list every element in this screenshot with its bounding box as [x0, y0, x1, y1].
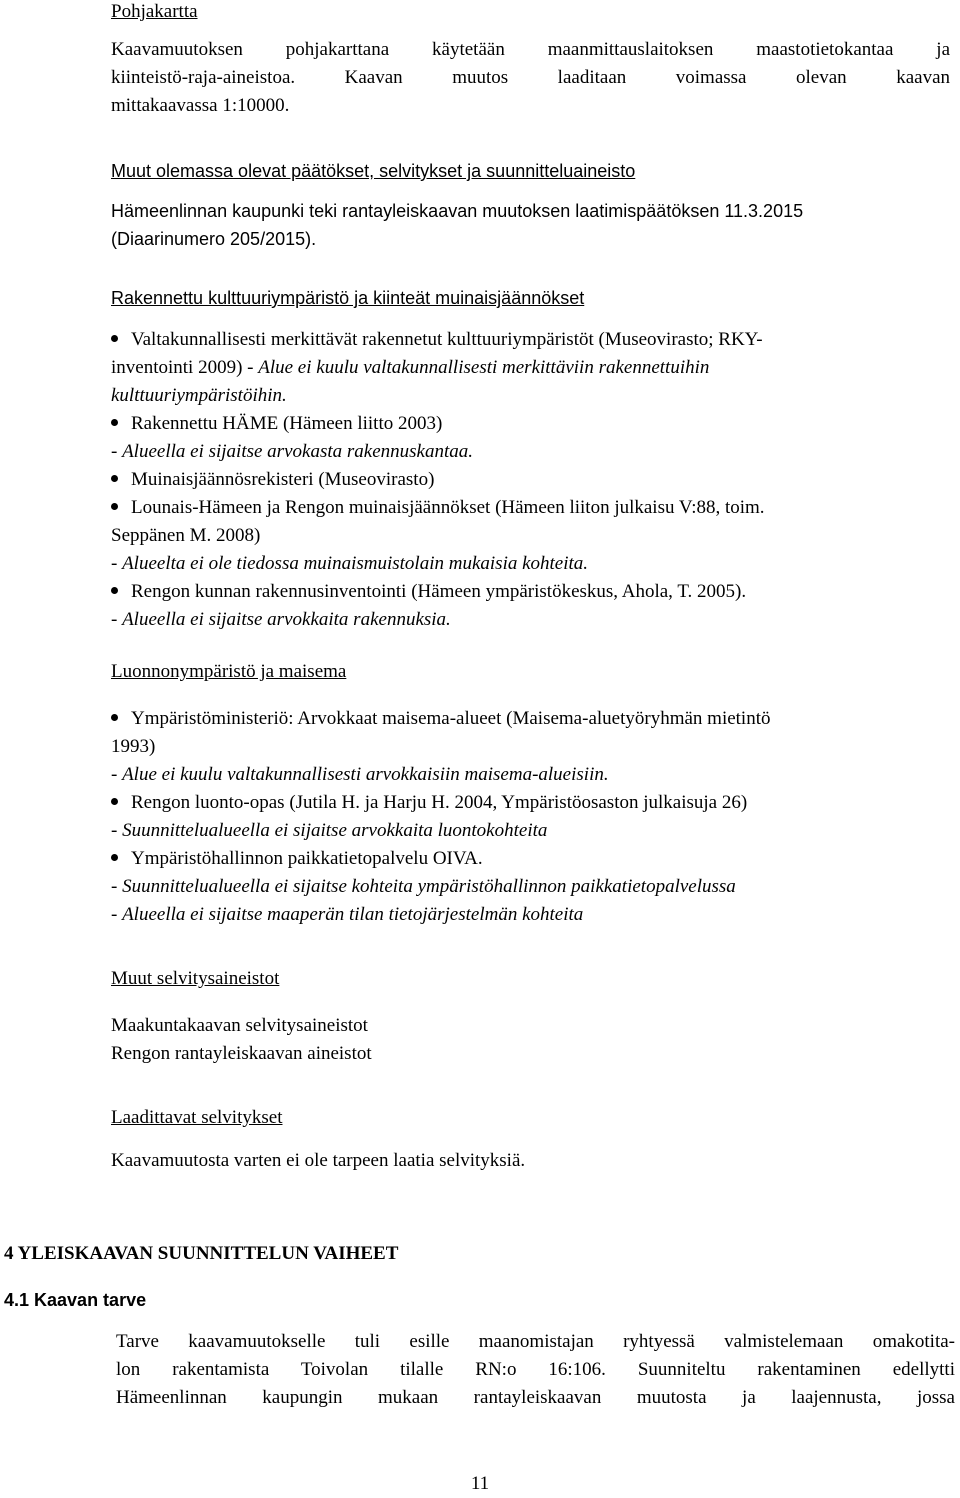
list-item: Ympäristöministeriö: Arvokkaat maisema-alueet (Maisema-aluetyöryhmän mietintö	[111, 705, 771, 733]
list-item-continuation: 1993)	[111, 736, 156, 757]
list-item: Lounais-Hämeen ja Rengon muinaisjäännökset (Hämeen liiton julkaisu V:88, toim.	[111, 494, 765, 522]
bullet-icon	[111, 419, 118, 426]
list-item: Rengon luonto-opas (Jutila H. ja Harju H. 2004, Ympäristöosaston julkaisuja 26)	[111, 789, 747, 817]
section-heading-pohjakartta: Pohjakartta	[111, 1, 198, 22]
paragraph-line: Tarve kaavamuutokselle tuli esille maanomistajan ryhtyessä valmistelemaan omakotita-	[116, 1331, 955, 1352]
list-item: Muinaisjäännösrekisteri (Museovirasto)	[111, 466, 434, 494]
paragraph-line: (Diaarinumero 205/2015).	[111, 229, 317, 249]
section-heading-muut-paatokset: Muut olemassa olevat päätökset, selvitykset ja suunnitteluaineisto	[111, 161, 636, 181]
list-item-continuation: kulttuuriympäristöihin.	[111, 385, 287, 406]
bullet-icon	[111, 714, 118, 721]
paragraph-line: Hämeenlinnan kaupunki teki rantayleiskaavan muutoksen laatimispäätöksen 11.3.2015	[111, 201, 804, 221]
paragraph-line: Rengon rantayleiskaavan aineistot	[111, 1043, 372, 1064]
section-heading-muut-selvitysaineistot: Muut selvitysaineistot	[111, 968, 280, 989]
paragraph-line: Maakuntakaavan selvitysaineistot	[111, 1015, 368, 1036]
list-item: Ympäristöhallinnon paikkatietopalvelu OIVA.	[111, 845, 483, 873]
subsection-heading: 4.1 Kaavan tarve	[4, 1290, 147, 1310]
page-number: 11	[470, 1473, 490, 1494]
bullet-icon	[111, 503, 118, 510]
section-heading-luonnonymparisto: Luonnonympäristö ja maisema	[111, 661, 347, 682]
list-item-note: - Alueelta ei ole tiedossa muinaismuistolain mukaisia kohteita.	[111, 553, 589, 574]
section-heading-kulttuuriymparisto: Rakennettu kulttuuriympäristö ja kiinteät muinaisjäännökset	[111, 288, 585, 308]
paragraph-line: Kaavamuutoksen pohjakarttana käytetään maanmittauslaitoksen maastotietokantaa ja	[111, 39, 950, 60]
bullet-icon	[111, 587, 118, 594]
list-item-note: - Suunnittelualueella ei sijaitse kohteita ympäristöhallinnon paikkatietopalvelussa	[111, 876, 736, 897]
paragraph-line: kiinteistö-raja-aineistoa. Kaavan muutos laaditaan voimassa olevan kaavan	[111, 67, 950, 88]
list-item-note: - Suunnittelualueella ei sijaitse arvokkaita luontokohteita	[111, 820, 548, 841]
bullet-icon	[111, 335, 118, 342]
bullet-icon	[111, 475, 118, 482]
paragraph-line: lon rakentamista Toivolan tilalle RN:o 16:106. Suunniteltu rakentaminen edellytti	[116, 1359, 955, 1380]
list-item: Valtakunnallisesti merkittävät rakennetut kulttuuriympäristöt (Museovirasto; RKY-	[111, 326, 763, 354]
list-item-note: - Alueella ei sijaitse arvokasta rakennuskantaa.	[111, 441, 473, 462]
paragraph-line: Hämeenlinnan kaupungin mukaan rantayleiskaavan muutosta ja laajennusta, jossa	[116, 1387, 955, 1408]
list-item-note: - Alueella ei sijaitse maaperän tilan tietojärjestelmän kohteita	[111, 904, 584, 925]
list-item-note: - Alue ei kuulu valtakunnallisesti arvokkaisiin maisema-alueisiin.	[111, 764, 609, 785]
chapter-heading: 4 YLEISKAAVAN SUUNNITTELUN VAIHEET	[4, 1243, 399, 1264]
paragraph-line: Kaavamuutosta varten ei ole tarpeen laatia selvityksiä.	[111, 1150, 526, 1171]
bullet-icon	[111, 798, 118, 805]
list-item-continuation: Seppänen M. 2008)	[111, 525, 261, 546]
list-item: Rakennettu HÄME (Hämeen liitto 2003)	[111, 410, 442, 438]
list-item: Rengon kunnan rakennusinventointi (Hämeen ympäristökeskus, Ahola, T. 2005).	[111, 578, 746, 606]
bullet-icon	[111, 854, 118, 861]
paragraph-line: mittakaavassa 1:10000.	[111, 95, 290, 116]
section-heading-laadittavat-selvitykset: Laadittavat selvitykset	[111, 1107, 283, 1128]
list-item-continuation: inventointi 2009) - Alue ei kuulu valtakunnallisesti merkittäviin rakennettuihin	[111, 357, 710, 378]
list-item-note: - Alueella ei sijaitse arvokkaita rakennuksia.	[111, 609, 451, 630]
